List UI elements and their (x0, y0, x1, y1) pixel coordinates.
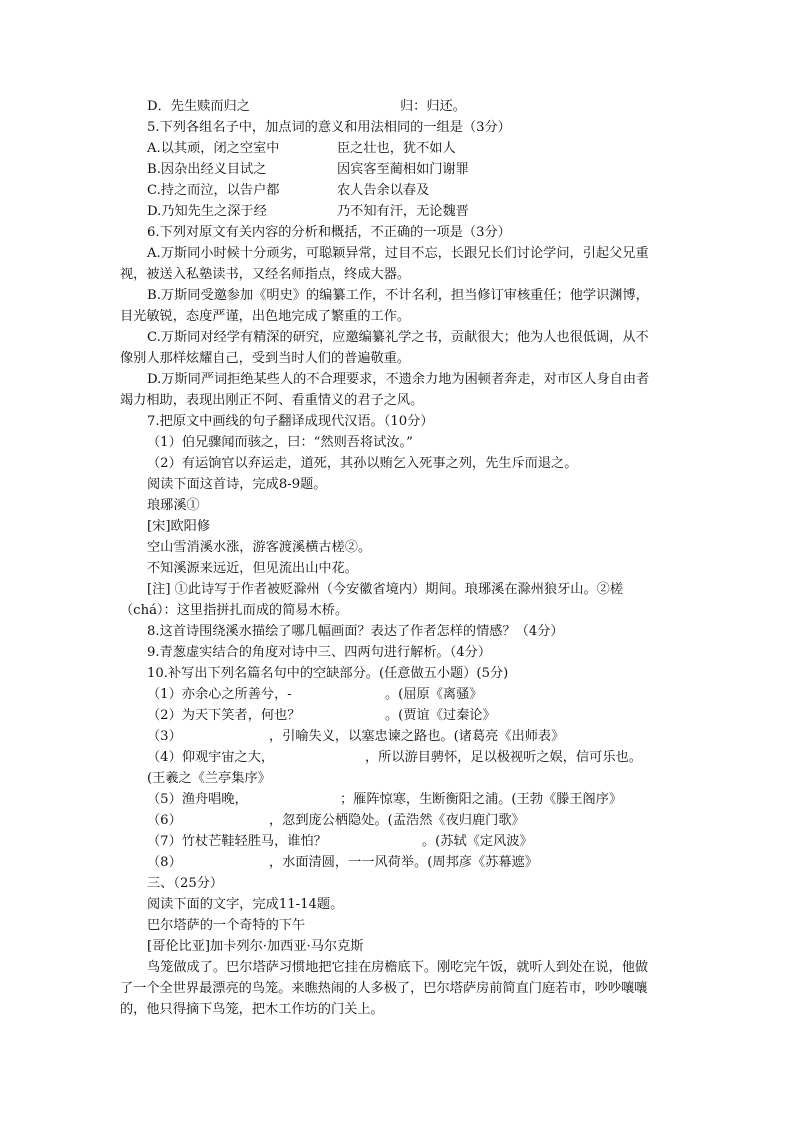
text-line: 归：归还。 (400, 99, 466, 114)
text-line: 10.补写出下列名篇名句中的空缺部分。(任意做五小题）(5分) (147, 666, 509, 681)
text-line: B.万斯同受邀参加《明史》的编纂工作，不计名利，担当修订审核重任；他学识渊博， (147, 288, 649, 303)
text-line: （7）竹杖芒鞋轻胜马，谁怕？ (147, 834, 327, 849)
text-line: C.万斯同对经学有精深的研究，应邀编纂礼学之书，贡献很大；他为人也很低调，从不 (147, 330, 649, 345)
text-line: ；雁阵惊寒，生断衡阳之浦。(王勃《滕王阁序》 (340, 792, 623, 807)
text-line: [宋]欧阳修 (147, 519, 211, 534)
text-line: 7.把原文中画线的句子翻译成现代汉语。（10分） (147, 414, 434, 429)
text-line: 琅琊溪① (147, 498, 200, 513)
text-line: D．先生赎而归之 (147, 99, 250, 114)
text-line: 不知溪源来远近，但见流出山中花。 (147, 561, 358, 576)
text-line: （6） (147, 813, 182, 828)
text-line: A.万斯同小时候十分顽劣，可聪颖异常，过目不忘，长跟兄长们讨论学问，引起父兄重 (147, 246, 649, 261)
text-line: （2）为天下笑者，何也？ (147, 708, 301, 723)
text-line: 视，被送入私塾读书，又经名师指点，终成大器。 (120, 267, 411, 282)
text-line: （2）有运饷官以弃运走，道死，其孙以贿乞入死事之列，先生斥而退之。 (147, 456, 578, 471)
text-line: （chá）：这里指拼扎而成的简易木桥。 (120, 603, 349, 618)
text-line: 农人告余以春及 (337, 183, 430, 198)
text-line: 。(苏轼《定风波》 (422, 834, 533, 849)
text-line: （1）亦余心之所善兮，- (147, 687, 292, 702)
text-line: 8.这首诗围绕溪水描绘了哪几幅画面？表达了作者怎样的情感？（4分） (147, 624, 564, 639)
text-line: [注] ①此诗写于作者被贬滁州（今安徽省境内）期间。琅琊溪在滁州狼牙山。②槎 (147, 582, 624, 597)
text-line: （3） (147, 729, 182, 744)
text-line: （1）伯兄骤闻而骇之，曰：“然则吾将试汝。” (147, 435, 413, 450)
text-line: 。(屈原《离骚》 (385, 687, 483, 702)
text-line: （8） (147, 855, 182, 870)
text-line: 6.下列对原文有关内容的分析和概括，不正确的一项是（3分） (147, 225, 511, 240)
text-line: A.以其顽，闭之空室中 (147, 141, 280, 156)
text-line: 的，他只得摘下鸟笼，把木工作坊的门关上。 (120, 1002, 384, 1017)
text-line: 因宾客至蔺相如门谢罪 (337, 162, 469, 177)
text-line: 竭力相助，表现出刚正不阿、看重情义的君子之风。 (120, 393, 424, 408)
text-line: 阅读下面的文字，完成11-14题。 (147, 897, 344, 912)
text-line: 像别人那样炫耀自己，受到当时人们的普遍敬重。 (120, 351, 411, 366)
text-line: 空山雪消溪水涨，游客渡溪横古槎②。 (147, 540, 372, 555)
text-line: C.持之而泣，以告户都 (147, 183, 280, 198)
text-line: ，所以游目骋怀，足以极视听之娱，信可乐也。 (365, 750, 642, 765)
text-line: 9.青葱虚实结合的角度对诗中三、四两句进行解析。（4分） (147, 645, 492, 660)
text-line: 乃不知有汗，无论魏晋 (337, 204, 469, 219)
text-line: 巴尔塔萨的一个奇特的下午 (147, 918, 306, 933)
text-line: （5）渔舟唱晚， (147, 792, 248, 807)
text-line: ，水面清圆，一一风荷举。(周邦彦《苏幕遮》 (269, 855, 538, 870)
text-line: (王羲之《兰亭集序》 (147, 771, 271, 786)
text-line: 目光敏锐，态度严谨，出色地完成了繁重的工作。 (120, 309, 411, 324)
text-line: 三、（25分） (147, 876, 224, 891)
text-line: （4）仰观宇宙之大， (147, 750, 275, 765)
text-line: ，忽到庞公栖隐处。(孟浩然《夜归鹿门歌》 (269, 813, 525, 828)
text-line: D.乃知先生之深于经 (147, 204, 267, 219)
text-line: D.万斯同严词拒绝某些人的不合理要求，不遗余力地为困顿者奔走，对市区人身自由者 (147, 372, 650, 387)
text-line: 鸟笼做成了。巴尔塔萨习惯地把它挂在房檐底下。刚吃完午饭，就听人到处在说，他做 (147, 960, 649, 975)
text-line: 了一个全世界最漂亮的鸟笼。来瞧热闹的人多极了，巴尔塔萨房前简直门庭若市，吵吵嚷嚷 (120, 981, 648, 996)
text-line: ，引喻失义，以塞忠谏之路也。(诸葛亮《出师表》 (269, 729, 565, 744)
text-line: 。(贾谊《过秦论》 (385, 708, 496, 723)
text-line: B.因杂出经义目试之 (147, 162, 267, 177)
text-line: [哥伦比亚]加卡列尔·加西亚·马尔克斯 (147, 939, 364, 954)
text-line: 臣之壮也，犹不如人 (337, 141, 456, 156)
text-line: 5.下列各组名子中，加点词的意义和用法相同的一组是（3分） (147, 120, 511, 135)
text-line: 阅读下面这首诗，完成8-9题。 (147, 477, 327, 492)
